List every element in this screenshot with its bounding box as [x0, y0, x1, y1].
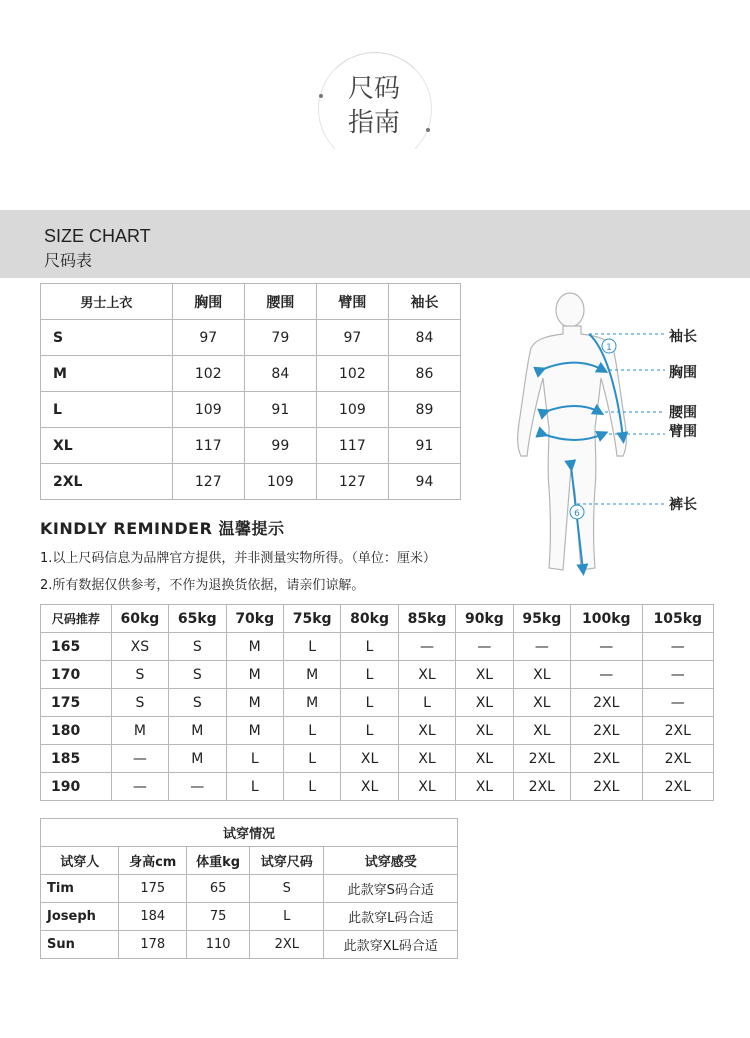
table-cell: 184	[119, 903, 187, 931]
table-cell: 2XL	[41, 464, 173, 500]
size-row	[41, 320, 461, 356]
section-title-cn: 尺码表	[44, 251, 93, 270]
table-cell: 91	[388, 428, 460, 464]
table-cell: 2XL	[250, 931, 324, 959]
section-title-en: SIZE CHART	[44, 226, 151, 246]
table-cell: L	[226, 745, 283, 773]
size-table-header	[41, 284, 461, 320]
header-cell: 袖长	[388, 284, 460, 320]
table-cell: —	[513, 633, 570, 661]
title-line-1: 尺码	[347, 74, 400, 104]
table-cell: 2XL	[571, 689, 642, 717]
table-cell: 2XL	[571, 745, 642, 773]
table-cell: —	[571, 661, 642, 689]
body-outline-svg	[505, 288, 745, 588]
table-cell: 185	[41, 745, 112, 773]
reco-row	[41, 717, 714, 745]
reminder-line-2: 2.所有数据仅供参考，不作为退换货依据，请亲们谅解。	[40, 578, 365, 593]
table-cell: 此款穿S码合适	[324, 875, 458, 903]
tryon-row	[41, 903, 458, 931]
header-cell: 75kg	[283, 605, 340, 633]
table-cell: S	[41, 320, 173, 356]
table-cell: 190	[41, 773, 112, 801]
header-cell: 95kg	[513, 605, 570, 633]
table-cell: L	[341, 717, 398, 745]
header-cell: 试穿尺码	[250, 847, 324, 875]
table-cell: —	[398, 633, 455, 661]
header-cell: 90kg	[456, 605, 513, 633]
table-cell: 84	[388, 320, 460, 356]
table-cell: 109	[244, 464, 316, 500]
header-cell: 试穿感受	[324, 847, 458, 875]
table-cell: L	[283, 773, 340, 801]
table-cell: M	[169, 717, 226, 745]
table-cell: S	[169, 633, 226, 661]
label-chest: 胸围	[669, 365, 697, 381]
try-on-table	[40, 818, 458, 959]
size-row	[41, 392, 461, 428]
table-cell: M	[283, 661, 340, 689]
header-cell: 105kg	[642, 605, 714, 633]
label-sleeve: 袖长	[669, 329, 697, 345]
size-row	[41, 428, 461, 464]
table-cell: —	[571, 633, 642, 661]
size-row	[41, 464, 461, 500]
label-waist: 腰围	[669, 405, 697, 421]
table-cell: 94	[388, 464, 460, 500]
table-cell: M	[283, 689, 340, 717]
table-cell: 91	[244, 392, 316, 428]
table-cell: 2XL	[513, 773, 570, 801]
table-cell: —	[111, 773, 168, 801]
table-cell: 165	[41, 633, 112, 661]
reco-row	[41, 773, 714, 801]
table-cell: XL	[513, 689, 570, 717]
table-cell: 2XL	[513, 745, 570, 773]
table-cell: 2XL	[642, 745, 714, 773]
table-cell: —	[642, 689, 714, 717]
tryon-row	[41, 875, 458, 903]
table-cell: S	[111, 689, 168, 717]
table-cell: M	[226, 661, 283, 689]
reco-row	[41, 661, 714, 689]
table-cell: 2XL	[571, 773, 642, 801]
label-pants-length: 裤长	[669, 497, 697, 513]
reco-table-header	[41, 605, 714, 633]
table-cell: L	[341, 689, 398, 717]
table-cell: XL	[398, 661, 455, 689]
table-cell: —	[456, 633, 513, 661]
table-cell: L	[398, 689, 455, 717]
table-cell: 97	[172, 320, 244, 356]
table-cell: L	[250, 903, 324, 931]
table-cell: XL	[341, 773, 398, 801]
header-cell: 试穿人	[41, 847, 119, 875]
table-cell: XL	[513, 661, 570, 689]
table-cell: XL	[398, 717, 455, 745]
table-cell: M	[169, 745, 226, 773]
size-table-body	[41, 320, 461, 500]
table-cell: 此款穿L码合适	[324, 903, 458, 931]
table-cell: 102	[172, 356, 244, 392]
table-cell: 127	[316, 464, 388, 500]
table-cell: 180	[41, 717, 112, 745]
table-cell: Joseph	[41, 903, 119, 931]
header-cell: 男士上衣	[41, 284, 173, 320]
reco-row	[41, 689, 714, 717]
header-cell: 身高cm	[119, 847, 187, 875]
table-cell: XL	[398, 745, 455, 773]
table-cell: 99	[244, 428, 316, 464]
kindly-reminder	[40, 516, 436, 593]
size-recommendation-table	[40, 604, 714, 801]
label-arm: 臂围	[669, 424, 697, 440]
header-cell: 体重kg	[187, 847, 250, 875]
table-cell: 65	[187, 875, 250, 903]
header-cell: 65kg	[169, 605, 226, 633]
reminder-title: KINDLY REMINDER 温馨提示	[40, 519, 285, 538]
table-cell: Sun	[41, 931, 119, 959]
table-cell: XS	[111, 633, 168, 661]
body-measure-figure	[505, 288, 745, 588]
header-cell: 70kg	[226, 605, 283, 633]
table-cell: M	[226, 633, 283, 661]
table-cell: 79	[244, 320, 316, 356]
table-cell: 110	[187, 931, 250, 959]
table-cell: 170	[41, 661, 112, 689]
marker-6-text: 6	[574, 509, 580, 519]
header-cell: 胸围	[172, 284, 244, 320]
table-cell: Tim	[41, 875, 119, 903]
table-cell: —	[111, 745, 168, 773]
table-cell: XL	[398, 773, 455, 801]
table-cell: L	[283, 633, 340, 661]
table-cell: S	[111, 661, 168, 689]
table-cell: 2XL	[642, 773, 714, 801]
table-cell: 109	[172, 392, 244, 428]
table-cell: 97	[316, 320, 388, 356]
table-cell: XL	[456, 745, 513, 773]
table-cell: M	[226, 717, 283, 745]
table-cell: 109	[316, 392, 388, 428]
table-cell: L	[41, 392, 173, 428]
table-cell: —	[642, 661, 714, 689]
table-cell: L	[283, 717, 340, 745]
header-cell: 60kg	[111, 605, 168, 633]
table-cell: S	[250, 875, 324, 903]
table-cell: XL	[341, 745, 398, 773]
section-band	[0, 210, 750, 278]
reco-row	[41, 745, 714, 773]
header-cell: 85kg	[398, 605, 455, 633]
table-cell: 此款穿XL码合适	[324, 931, 458, 959]
tryon-table-body	[41, 875, 458, 959]
table-cell: 75	[187, 903, 250, 931]
table-cell: M	[41, 356, 173, 392]
table-cell: 86	[388, 356, 460, 392]
reco-table-body	[41, 633, 714, 801]
table-cell: L	[283, 745, 340, 773]
table-cell: 175	[119, 875, 187, 903]
header-cell: 腰围	[244, 284, 316, 320]
table-cell: 2XL	[571, 717, 642, 745]
table-cell: 89	[388, 392, 460, 428]
title-line-2: 指南	[347, 108, 400, 138]
table-cell: XL	[513, 717, 570, 745]
table-cell: L	[226, 773, 283, 801]
table-cell: 2XL	[642, 717, 714, 745]
tryon-table-header	[41, 847, 458, 875]
table-cell: 84	[244, 356, 316, 392]
size-table	[40, 283, 461, 500]
table-cell: XL	[456, 661, 513, 689]
header-cell: 尺码推荐	[41, 605, 112, 633]
body-silhouette	[518, 293, 627, 570]
table-cell: —	[169, 773, 226, 801]
table-cell: XL	[456, 773, 513, 801]
tryon-row	[41, 931, 458, 959]
table-cell: 178	[119, 931, 187, 959]
reminder-line-1: 1.以上尺码信息为品牌官方提供，并非测量实物所得。（单位：厘米）	[40, 551, 436, 566]
table-cell: M	[226, 689, 283, 717]
table-cell: L	[341, 661, 398, 689]
table-cell: 117	[316, 428, 388, 464]
table-cell: XL	[41, 428, 173, 464]
page-title	[318, 72, 430, 140]
table-cell: M	[111, 717, 168, 745]
reco-row	[41, 633, 714, 661]
table-cell: 175	[41, 689, 112, 717]
table-cell: 127	[172, 464, 244, 500]
table-cell: XL	[456, 689, 513, 717]
table-cell: —	[642, 633, 714, 661]
table-cell: 102	[316, 356, 388, 392]
table-cell: S	[169, 661, 226, 689]
header-cell: 100kg	[571, 605, 642, 633]
table-cell: 117	[172, 428, 244, 464]
table-cell: L	[341, 633, 398, 661]
header-cell: 臂围	[316, 284, 388, 320]
tryon-title-row	[41, 819, 458, 847]
header-cell: 80kg	[341, 605, 398, 633]
size-row	[41, 356, 461, 392]
table-cell: XL	[456, 717, 513, 745]
tryon-title: 试穿情况	[41, 819, 458, 847]
table-cell: S	[169, 689, 226, 717]
marker-1-text: 1	[606, 343, 612, 353]
